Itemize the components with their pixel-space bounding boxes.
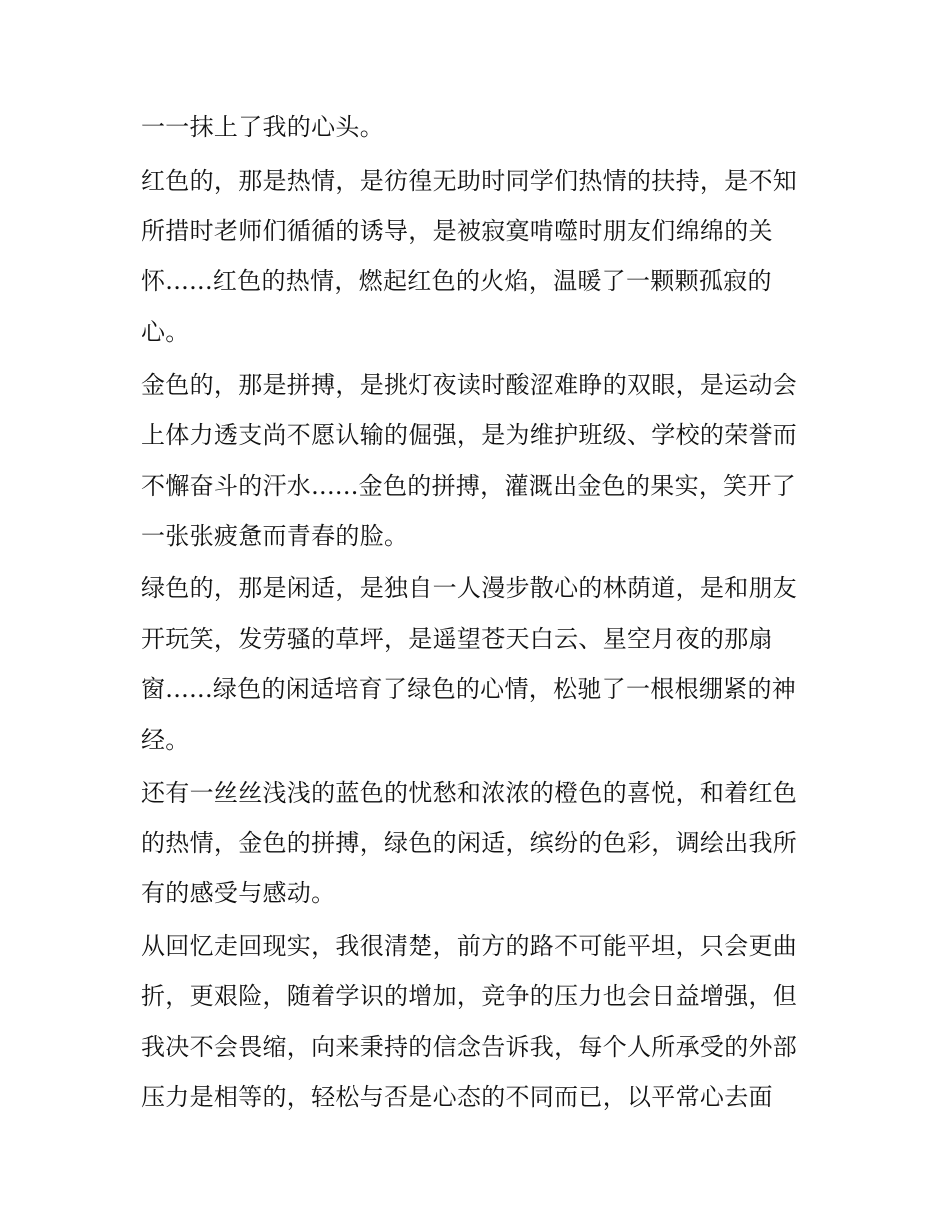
text-line: 经。 (141, 726, 190, 754)
text-line: 心。 (141, 318, 190, 346)
text-line: 折，更艰险，随着学识的增加，竞争的压力也会日益增强，但 (141, 982, 798, 1010)
text-line: 一张张疲惫而青春的脸。 (141, 522, 409, 550)
text-line: 金色的，那是拼搏，是挑灯夜读时酸涩难睁的双眼，是运动会 (141, 371, 798, 399)
text-line: 的热情，金色的拼搏，绿色的闲适，缤纷的色彩，调绘出我所 (141, 829, 798, 857)
text-line: 开玩笑，发劳骚的草坪，是遥望苍天白云、星空月夜的那扇 (141, 625, 773, 653)
text-line: 怀......红色的热情，燃起红色的火焰，温暖了一颗颗孤寂的 (141, 267, 772, 295)
text-line: 还有一丝丝浅浅的蓝色的忧愁和浓浓的橙色的喜悦，和着红色 (141, 779, 798, 807)
text-line: 压力是相等的，轻松与否是心态的不同而已，以平常心去面 (141, 1083, 773, 1111)
text-line: 我决不会畏缩，向来秉持的信念告诉我，每个人所承受的外部 (141, 1033, 798, 1061)
text-line: 不懈奋斗的汗水......金色的拼搏，灌溉出金色的果实，笑开了 (141, 472, 797, 500)
text-line: 红色的，那是热情，是彷徨无助时同学们热情的扶持，是不知 (141, 167, 798, 195)
text-line: 窗......绿色的闲适培育了绿色的心情，松驰了一根根绷紧的神 (141, 675, 797, 703)
text-line: 上体力透支尚不愿认输的倔强，是为维护班级、学校的荣誉而 (141, 421, 798, 449)
text-line: 绿色的，那是闲适，是独自一人漫步散心的林荫道，是和朋友 (141, 574, 798, 602)
text-line: 一一抹上了我的心头。 (141, 113, 384, 141)
text-line: 从回忆走回现实，我很清楚，前方的路不可能平坦，只会更曲 (141, 932, 798, 960)
text-line: 有的感受与感动。 (141, 879, 336, 907)
text-line: 所措时老师们循循的诱导，是被寂寞啃噬时朋友们绵绵的关 (141, 217, 773, 245)
